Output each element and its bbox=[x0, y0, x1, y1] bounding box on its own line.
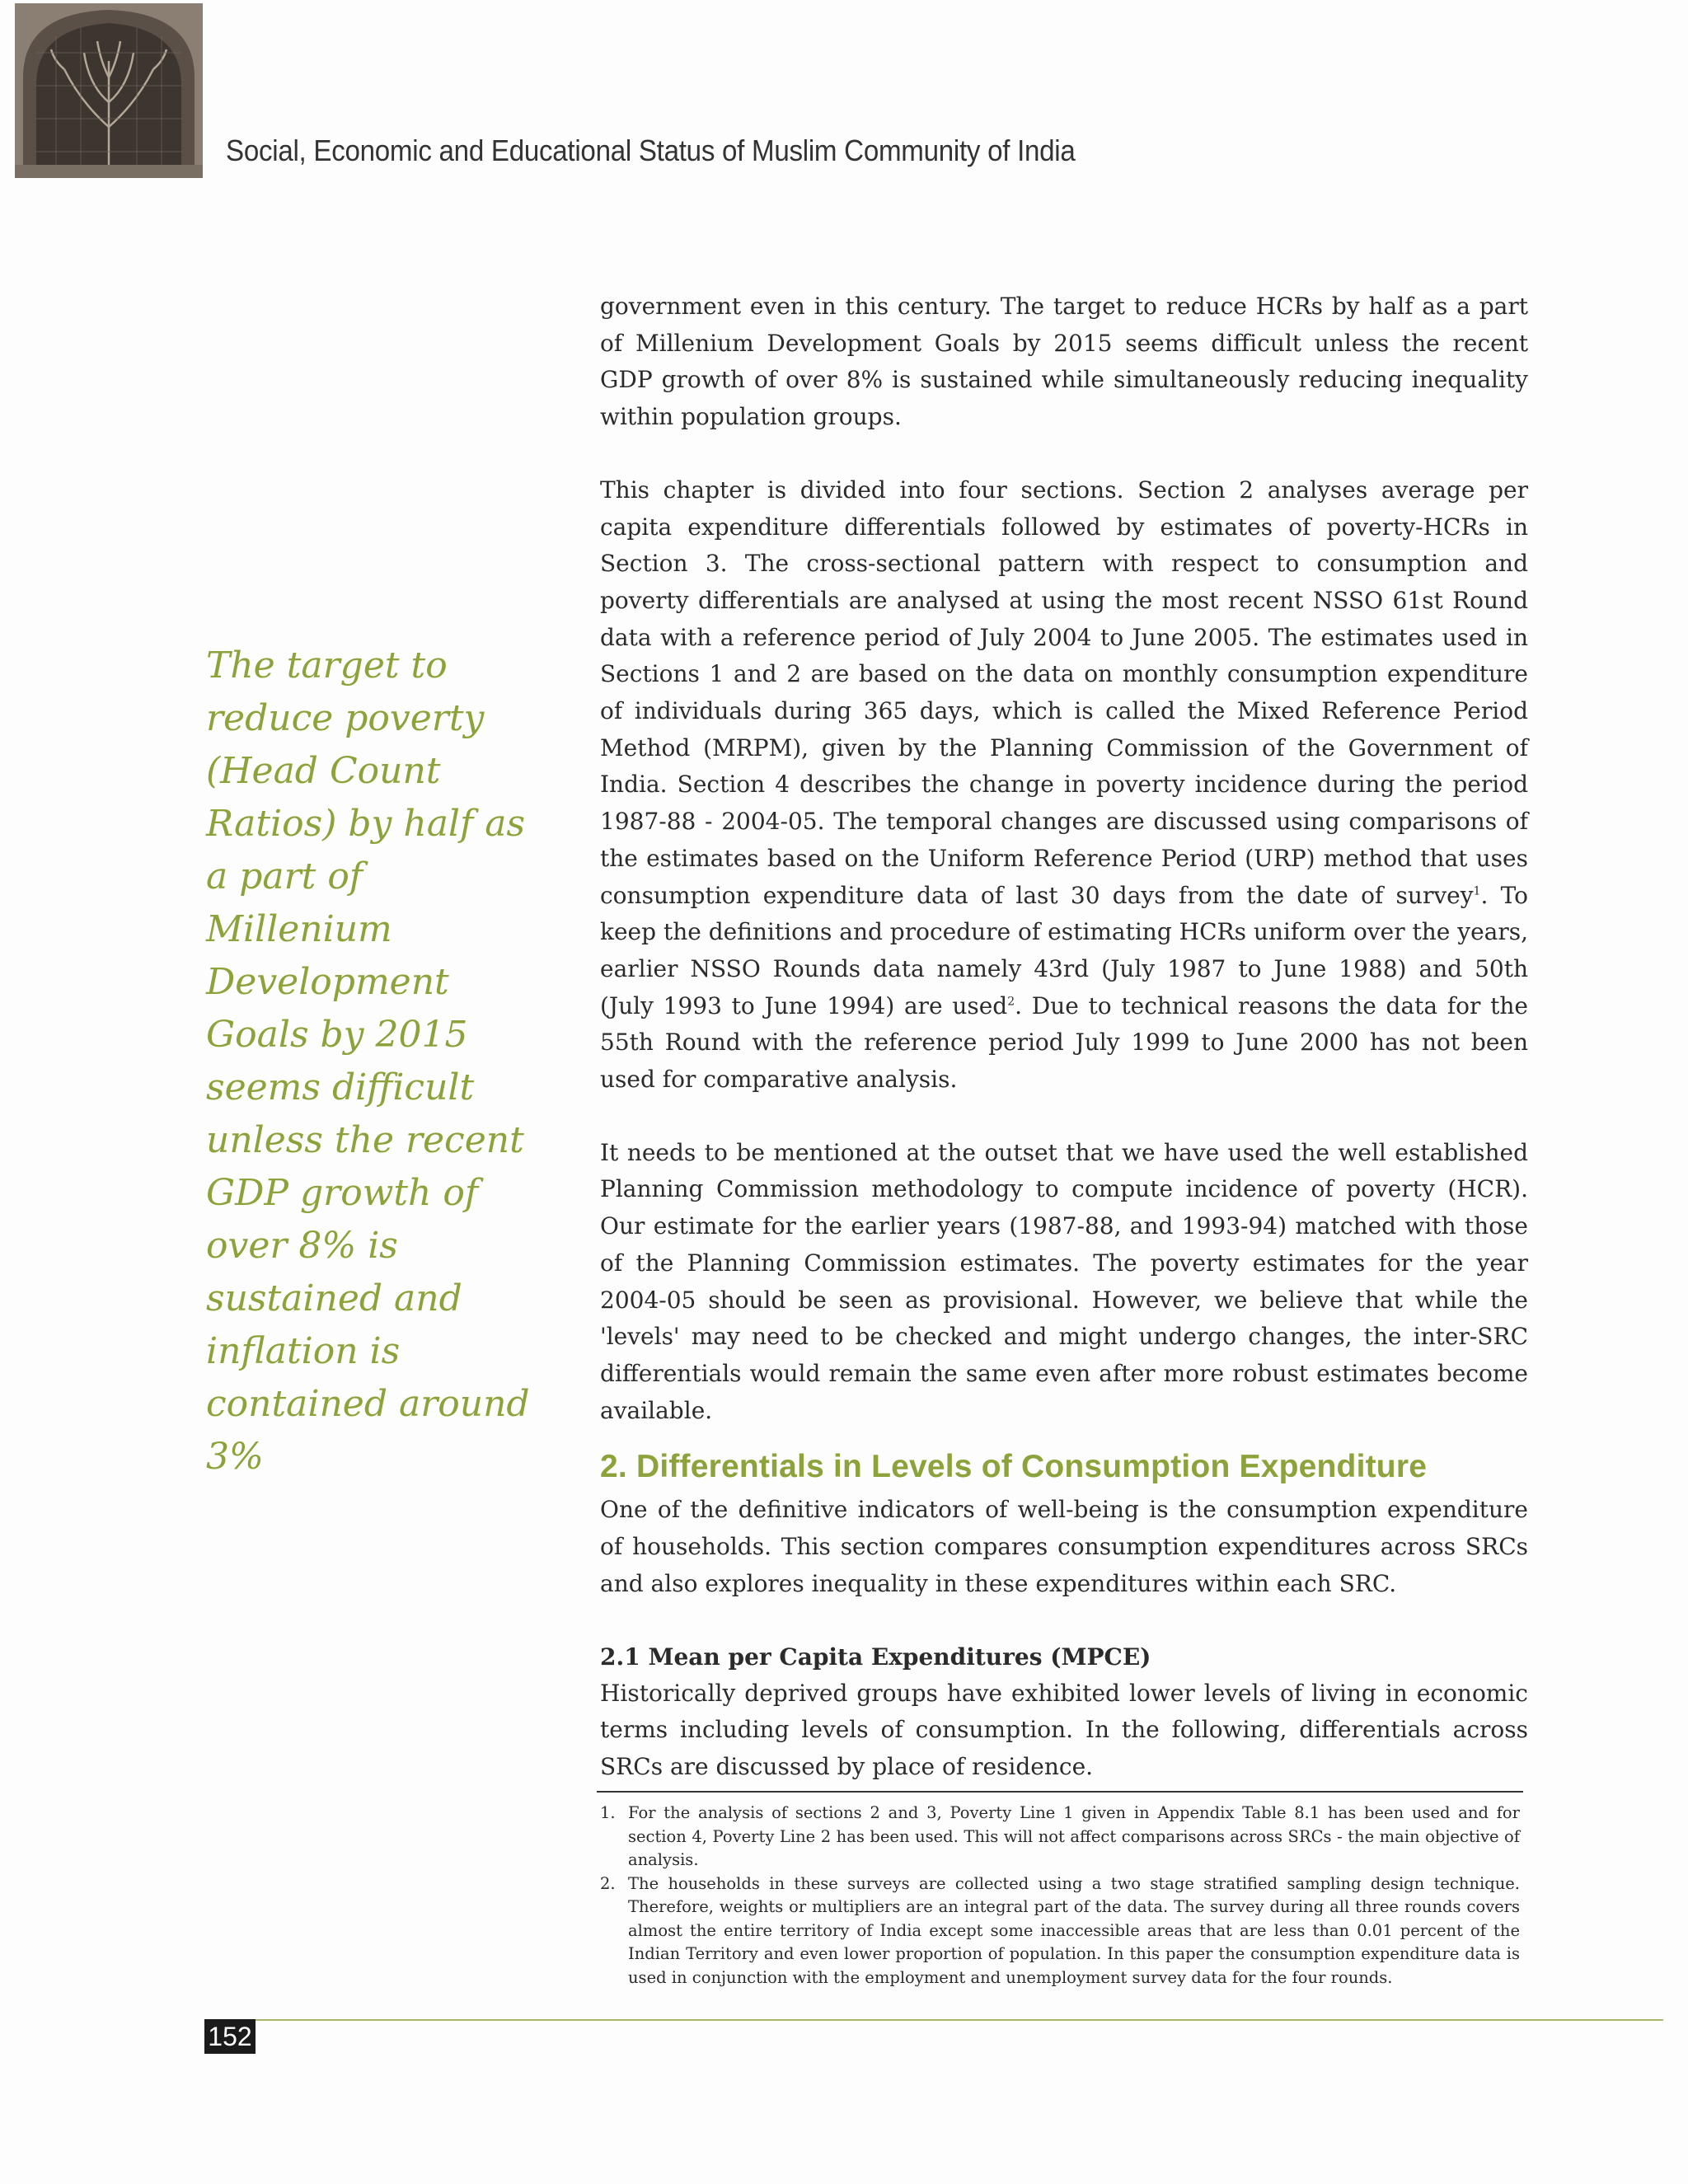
paragraph-intro: government even in this century. The target to reduce HCRs by half as a part of Millenium Development Goals by 2015 seems difficult unless the recent GDP growth of over 8% is sustained while simultaneously reducing inequality within population groups. bbox=[600, 293, 1528, 431]
running-header-title: Social, Economic and Educational Status of Muslim Community of India bbox=[226, 134, 1076, 167]
paragraph-mpce: Historically deprived groups have exhibited lower levels of living in economic terms including levels of consumption. In the following, differentials across SRCs are discussed by place of residence. bbox=[600, 1679, 1528, 1780]
footer-divider bbox=[204, 2019, 1663, 2021]
paragraph-text: . To keep the definitions and procedure of estimating HCRs uniform over the years, earlier NSSO Rounds data namely 43rd (July 1987 to June 1988) and 50th (July 1993 to June 1994) are used bbox=[600, 881, 1528, 1019]
paragraph-text: . Due to technical reasons the data for the 55th Round with the reference period July 1999 to June 2000 has not been used for comparative analysis. bbox=[600, 991, 1528, 1094]
paragraph-chapter-outline bbox=[600, 472, 1528, 1099]
footnote-ref-1[interactable]: 1 bbox=[1473, 884, 1481, 898]
pull-quote: The target to reduce poverty (Head Count Ratios) by half as a part of Millenium Development Goals by 2015 seems difficult unless the recent GDP growth of over 8% is sustained and inflation is contained around 3% bbox=[206, 644, 530, 1478]
footnote-divider bbox=[597, 1791, 1523, 1793]
footnote-2 bbox=[600, 1872, 1520, 1990]
paragraph-section-intro: One of the definitive indicators of well-being is the consumption expenditure of households. This section compares consumption expenditures across SRCs and also explores inequality in these expenditures within each SRC. bbox=[600, 1496, 1528, 1597]
footnote-number: 1. bbox=[600, 1803, 616, 1822]
page-number: 152 bbox=[204, 2019, 256, 2054]
footnote-ref-2[interactable]: 2 bbox=[1007, 995, 1015, 1009]
main-text-column bbox=[600, 288, 1528, 1822]
footnote-number: 2. bbox=[600, 1873, 616, 1893]
paragraph-methodology: It needs to be mentioned at the outset that we have used the well established Planning Commission methodology to compute incidence of poverty (HCR). Our estimate for the earlier years (1987-88, and 1993-94) matched with those of the Planning Commission estimates. The poverty estimates for the year 2004-05 should be seen as provisional. However, we believe that while the 'levels' may need to be checked and might undergo changes, the inter-SRC differentials would remain the same even after more robust estimates become available. bbox=[600, 1138, 1528, 1424]
footnote-1 bbox=[600, 1802, 1520, 1872]
subsection-heading: 2.1 Mean per Capita Expenditures (MPCE) bbox=[600, 1643, 1151, 1671]
footnote-text: For the analysis of sections 2 and 3, Poverty Line 1 given in Appendix Table 8.1 has been used and for section 4, Poverty Line 2 has been used. This will not affect comparisons across SRCs - the main objective of analysis. bbox=[628, 1803, 1520, 1869]
section-heading: 2. Differentials in Levels of Consumption Expenditure bbox=[600, 1449, 1428, 1485]
header-lattice-image bbox=[15, 3, 203, 178]
footnote-text: The households in these surveys are collected using a two stage stratified sampling design technique. Therefore, weights or multipliers are an integral part of the data. The survey during all three rounds covers almost the entire territory of India except some inaccessible areas that are less than 0.01 percent of the Indian Territory and even lower proportion of population. In this paper the consumption expenditure data is used in conjunction with the employment and unemployment survey data for the four rounds. bbox=[628, 1873, 1520, 1987]
footnotes bbox=[600, 1802, 1520, 1990]
paragraph-text: This chapter is divided into four sections. Section 2 analyses average per capita expenditure differentials followed by estimates of poverty-HCRs in Section 3. The cross-sectional pattern with respect to consumption and poverty differentials are analysed at using the most recent NSSO 61st Round data with a reference period of July 2004 to June 2005. The estimates used in Sections 1 and 2 are based on the data on monthly consumption expenditure of individuals during 365 days, which is called the Mixed Reference Period Method (MRPM), given by the Planning Commission of the Government of India. Section 4 describes the change in poverty incidence during the period 1987-88 - 2004-05. The temporal changes are discussed using comparisons of the estimates based on the Uniform Reference Period (URP) method that uses consumption expenditure data of last 30 days from the date of survey bbox=[600, 476, 1528, 909]
